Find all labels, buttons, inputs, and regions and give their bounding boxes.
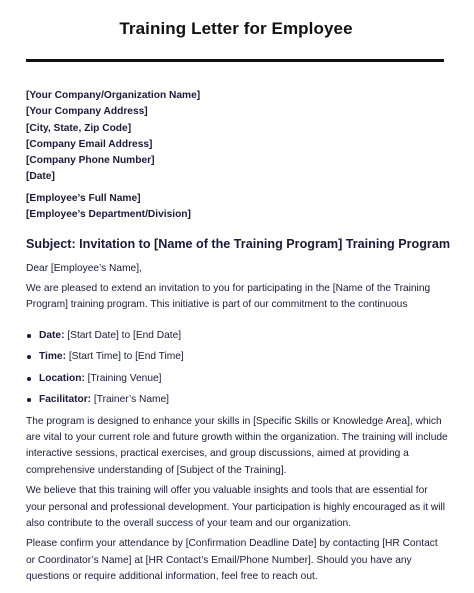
sender-block xyxy=(26,88,446,186)
detail-facilitator xyxy=(26,392,446,408)
bullet-icon xyxy=(27,398,31,402)
program-description-paragraph: The program is designed to enhance your skills in [Specific Skills or Knowledge Area], which are vital to your current role and future growth within the organization. The training will include interactive sessions, practical exercises, and group discussions, aimed at providing a comprehensive understanding of [Subject of the Training]. xyxy=(26,415,448,476)
bullet-icon xyxy=(27,377,31,381)
sender-email: [Company Email Address] xyxy=(26,138,153,150)
detail-label: Time: xyxy=(39,351,66,363)
recipient-block xyxy=(26,191,446,224)
detail-label: Location: xyxy=(39,372,85,384)
training-details-list xyxy=(26,328,446,409)
detail-time xyxy=(26,349,446,365)
recipient-name: [Employee’s Full Name] xyxy=(26,192,141,204)
bullet-icon xyxy=(27,355,31,359)
detail-label: Facilitator: xyxy=(39,394,92,406)
recipient-department: [Employee’s Department/Division] xyxy=(26,209,191,221)
document-title: Training Letter for Employee xyxy=(119,19,353,38)
detail-label: Date: xyxy=(39,329,65,341)
letter-date: [Date] xyxy=(26,171,55,183)
letter-subject: Subject: Invitation to [Name of the Training Program] Training Program xyxy=(26,237,451,252)
sender-city-state-zip: [City, State, Zip Code] xyxy=(26,122,132,134)
sender-phone: [Company Phone Number] xyxy=(26,155,155,167)
confirmation-paragraph: Please confirm your attendance by [Confirmation Deadline Date] by contacting [HR Contact or Coordinator’s Name] at [HR Contact’s Email/Phone Number]. Should you have any questions or require additional information, feel free to reach out. xyxy=(26,538,438,583)
letter-greeting: Dear [Employee’s Name], xyxy=(26,263,142,275)
detail-date xyxy=(26,328,446,344)
detail-value: [Training Venue] xyxy=(84,372,162,384)
sender-address: [Your Company Address] xyxy=(26,106,148,118)
bullet-icon xyxy=(27,334,31,338)
sender-company-name: [Your Company/Organization Name] xyxy=(26,90,201,101)
title-divider xyxy=(26,59,444,62)
intro-paragraph: We are pleased to extend an invitation to you for participating in the [Name of the Training Program] training program. This initiative is part of our commitment to the continuous xyxy=(26,282,431,311)
detail-location xyxy=(26,371,446,387)
detail-value: [Start Time] to [End Time] xyxy=(66,351,184,363)
detail-value: [Trainer’s Name] xyxy=(91,394,170,406)
encouragement-paragraph: We believe that this training will offer you valuable insights and tools that are essential for your personal and professional development. Your participation is highly encouraged as it will also contribute to the overall success of your team and our organization. xyxy=(26,485,446,530)
detail-value: [Start Date] to [End Date] xyxy=(64,329,182,341)
